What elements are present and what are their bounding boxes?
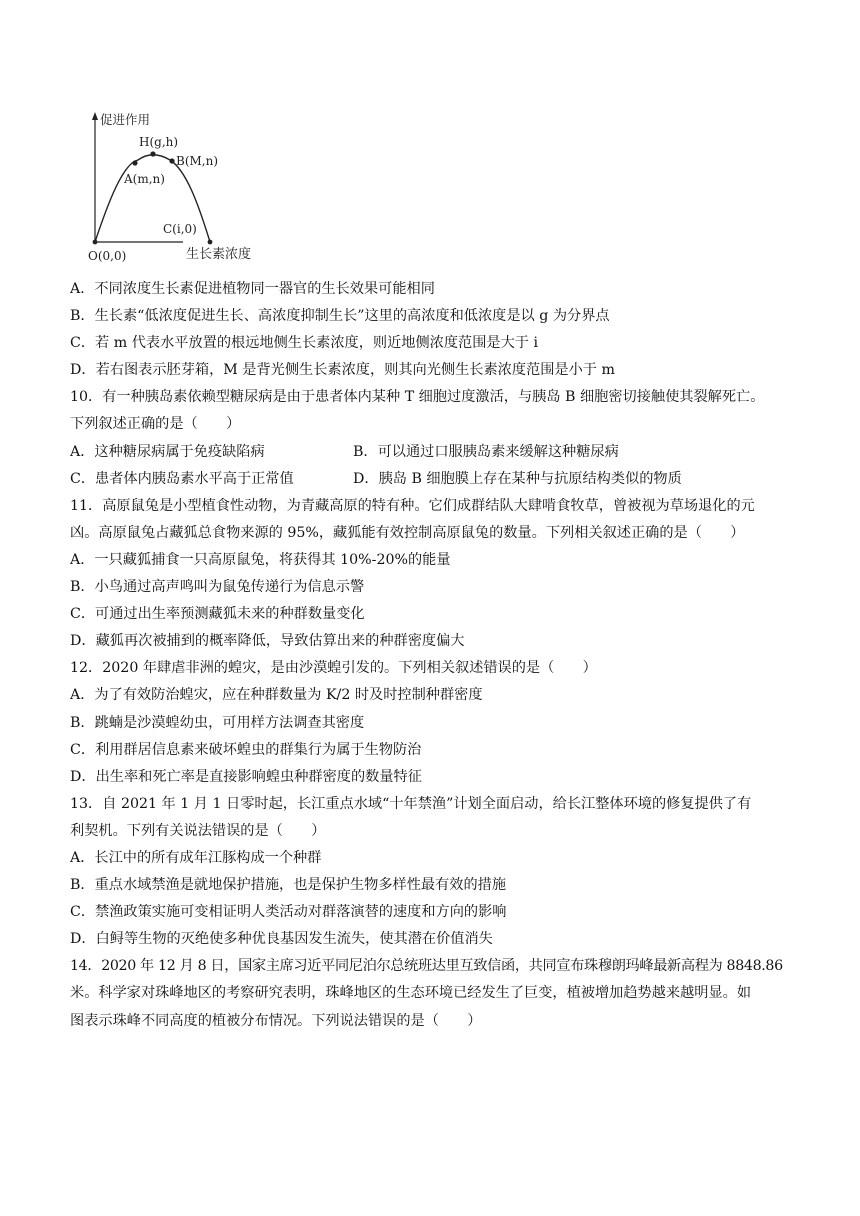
q11-option-b: B．小鸟通过高声鸣叫为鼠兔传递行为信息示警	[70, 579, 365, 596]
origin-label: O(0,0)	[88, 249, 127, 263]
q12-option-b: B．跳蝻是沙漠蝗幼虫，可用样方法调查其密度	[70, 714, 365, 731]
q12-option-a: A．为了有效防治蝗灾，应在种群数量为 K/2 时及时控制种群密度	[70, 687, 483, 704]
q10-option-a: A．这种糖尿病属于免疫缺陷病	[70, 443, 265, 460]
q9-option-a: A．不同浓度生长素促进植物同一器官的生长效果可能相同	[70, 281, 435, 297]
q10-option-d: D．胰岛 B 细胞膜上存在某种与抗原结构类似的物质	[353, 470, 682, 487]
auxin-effect-graph	[88, 108, 278, 268]
auxin-curve-svg	[88, 108, 278, 268]
point-h-dot	[150, 151, 155, 156]
q13-stem-line1: 13．自 2021 年 1 月 1 日零时起，长江重点水域“十年禁渔”计划全面启动，给长江整体环境的修复提供了有	[70, 795, 752, 812]
point-c-dot	[208, 240, 213, 245]
point-a-label: A(m,n)	[124, 172, 165, 186]
q14-stem-line2: 米。科学家对珠峰地区的考察研究表明，珠峰地区的生态环境已经发生了巨变，植被增加趋势越来越明显。如	[70, 985, 752, 1002]
q10-options-row1	[70, 439, 800, 466]
q13-option-c: C．禁渔政策实施可变相证明人类活动对群落演替的速度和方向的影响	[70, 904, 507, 921]
q14-stem-line1: 14．2020 年 12 月 8 日，国家主席习近平同尼泊尔总统班达里互致信函，共同宣布珠穆朗玛峰最新高程为 8848.86	[70, 958, 783, 975]
origin-dot	[93, 240, 98, 245]
y-axis-label: 促进作用	[100, 112, 151, 127]
q14-stem-line3: 图表示珠峰不同高度的植被分布情况。下列说法错误的是（ ）	[70, 1012, 482, 1029]
q11-stem-line1: 11．高原鼠兔是小型植食性动物，为青藏高原的特有种。它们成群结队大肆啃食牧草，曾被视为草场退化的元	[70, 497, 755, 514]
q11-option-d: D．藏狐再次被捕到的概率降低，导致估算出来的种群密度偏大	[70, 633, 465, 650]
point-b-label: B(M,n)	[176, 154, 219, 168]
y-axis-arrow	[92, 112, 98, 120]
q10-options-row2	[70, 466, 800, 493]
x-axis-label: 生长素浓度	[186, 247, 252, 262]
q10-stem-line1: 10．有一种胰岛素依赖型糖尿病是由于患者体内某种 T 细胞过度激活，与胰岛 B 细胞密切接触使其裂解死亡。	[70, 389, 765, 406]
q12-stem: 12．2020 年肆虐非洲的蝗灾，是由沙漠蝗引发的。下列相关叙述错误的是（ ）	[70, 660, 597, 677]
q12-option-c: C．利用群居信息素来破坏蝗虫的群集行为属于生物防治	[70, 741, 422, 758]
point-a-dot	[132, 160, 137, 165]
point-h-label: H(g,h)	[139, 135, 179, 149]
q9-option-c: C．若 m 代表水平放置的根远地侧生长素浓度，则近地侧浓度范围是大于 i	[70, 335, 539, 352]
question-text	[70, 276, 800, 1035]
q13-option-b: B．重点水域禁渔是就地保护措施，也是保护生物多样性最有效的措施	[70, 877, 507, 894]
q10-option-c: C．患者体内胰岛素水平高于正常值	[70, 470, 294, 487]
q13-option-a: A．长江中的所有成年江豚构成一个种群	[70, 849, 322, 866]
point-b-dot	[169, 158, 174, 163]
q13-stem-line2: 利契机。下列有关说法错误的是（ ）	[70, 822, 326, 839]
q11-stem-line2: 凶。高原鼠兔占藏狐总食物来源的 95%，藏狐能有效控制高原鼠兔的数量。下列相关叙述正确的是（ ）	[70, 524, 745, 541]
q9-option-b: B．生长素“低浓度促进生长、高浓度抑制生长”这里的高浓度和低浓度是以 g 为分界点	[70, 308, 610, 325]
q10-stem-line2: 下列叙述正确的是（ ）	[70, 416, 241, 433]
q13-option-d: D．白鲟等生物的灭绝使多种优良基因发生流失，使其潜在价值消失	[70, 931, 493, 948]
q11-option-c: C．可通过出生率预测藏狐未来的种群数量变化	[70, 606, 365, 623]
point-c-label: C(i,0)	[163, 222, 197, 236]
q12-option-d: D．出生率和死亡率是直接影响蝗虫种群密度的数量特征	[70, 768, 422, 785]
q9-option-d: D．若右图表示胚芽箱，M 是背光侧生长素浓度，则其向光侧生长素浓度范围是小于 m	[70, 362, 615, 379]
q11-option-a: A．一只藏狐捕食一只高原鼠兔，将获得其 10%-20%的能量	[70, 551, 451, 568]
q10-option-b: B．可以通过口服胰岛素来缓解这种糖尿病	[353, 443, 619, 460]
